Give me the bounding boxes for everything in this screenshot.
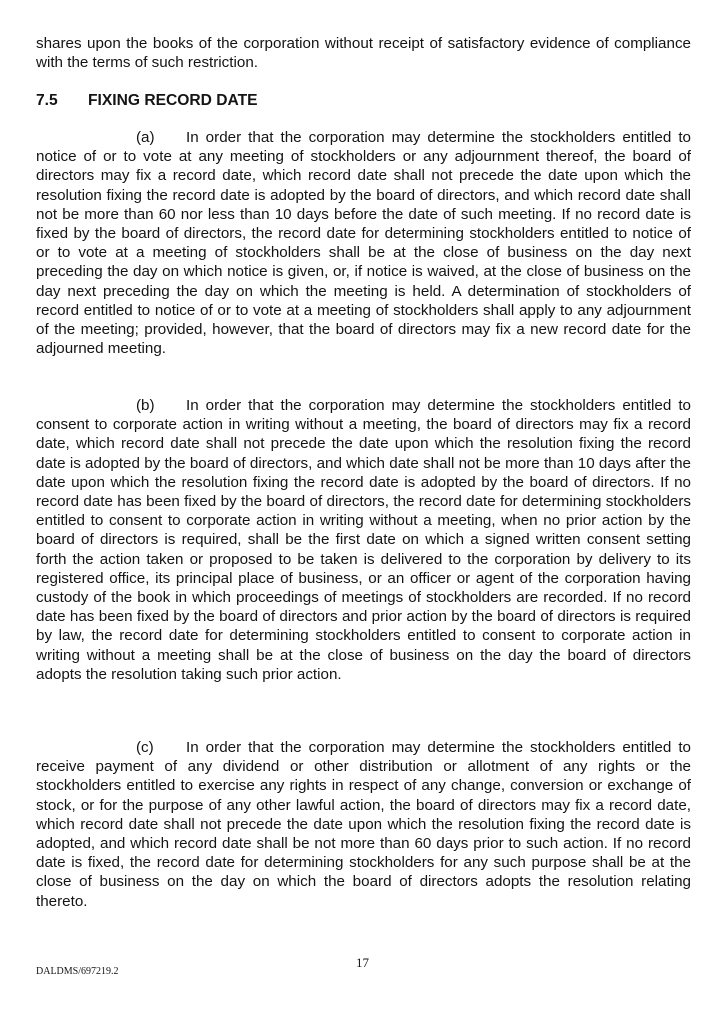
continuation-text: shares upon the books of the corporation without receipt of satisfactory evidence of compliance with the terms of such restriction. bbox=[36, 35, 691, 72]
paragraph-c bbox=[36, 738, 691, 911]
paragraph-text: In order that the corporation may determine the stockholders entitled to consent to corporate action in writing without a meeting, the board of directors may fix a record date, which record date shall not precede the date upon which the resolution fixing the record date is adopted by the board of directors, and which date shall not be more than 10 days after the date upon which the resolution fixing the record date is adopted by the board of directors. If no record date has been fixed by the board of directors, the record date for determining stockholders entitled to consent to corporate action in writing without a meeting, when no prior action by the board of directors is required, shall be the first date on which a signed written consent setting forth the action taken or proposed to be taken is delivered to the corporation by delivery to its registered office, its principal place of business, or an officer or agent of the corporation having custody of the book in which proceedings of meetings of stockholders are recorded. If no record date has been fixed by the board of directors and prior action by the board of directors is required by law, the record date for determining stockholders entitled to consent to corporate action in writing without a meeting shall be at the close of business on the day the board of directors adopts the resolution taking such prior action. bbox=[36, 397, 691, 683]
paragraph-text: In order that the corporation may determine the stockholders entitled to notice of or to vote at any meeting of stockholders or any adjournment thereof, the board of directors may fix a record date, which record date shall not precede the date upon which the resolution fixing the record date is adopted by the board of directors, and which record date shall not be more than 60 nor less than 10 days before the date of such meeting. If no record date is fixed by the board of directors, the record date for determining stockholders entitled to notice of or to vote at a meeting of stockholders shall be at the close of business on the day next preceding the day on which notice is given, or, if notice is waived, at the close of business on the day next preceding the day on which the meeting is held. A determination of stockholders of record entitled to notice of or to vote at a meeting of stockholders shall apply to any adjournment of the meeting; provided, however, that the board of directors may fix a new record date for the adjourned meeting. bbox=[36, 129, 691, 358]
section-heading bbox=[36, 92, 258, 110]
paragraph-text: In order that the corporation may determine the stockholders entitled to receive payment of any dividend or other distribution or allotment of any rights or the stockholders entitled to exercise any rights in respect of any change, conversion or exchange of stock, or for the purpose of any other lawful action, the board of directors may fix a record date, which record date shall not precede the date upon which the resolution fixing the record date is adopted, and which record date shall be not more than 60 days prior to such action. If no record date is fixed, the record date for determining stockholders for any such purpose shall be at the close of business on the day on which the board of directors adopts the resolution relating thereto. bbox=[36, 739, 691, 910]
section-title: FIXING RECORD DATE bbox=[88, 92, 258, 109]
paragraph-marker: (a) bbox=[136, 129, 155, 146]
document-id: DALDMS/697219.2 bbox=[36, 966, 119, 977]
paragraph-a bbox=[36, 128, 691, 358]
paragraph-b bbox=[36, 396, 691, 684]
paragraph-marker: (b) bbox=[136, 397, 155, 414]
section-number: 7.5 bbox=[36, 92, 58, 109]
paragraph-marker: (c) bbox=[136, 739, 154, 756]
page-number: 17 bbox=[356, 955, 369, 970]
